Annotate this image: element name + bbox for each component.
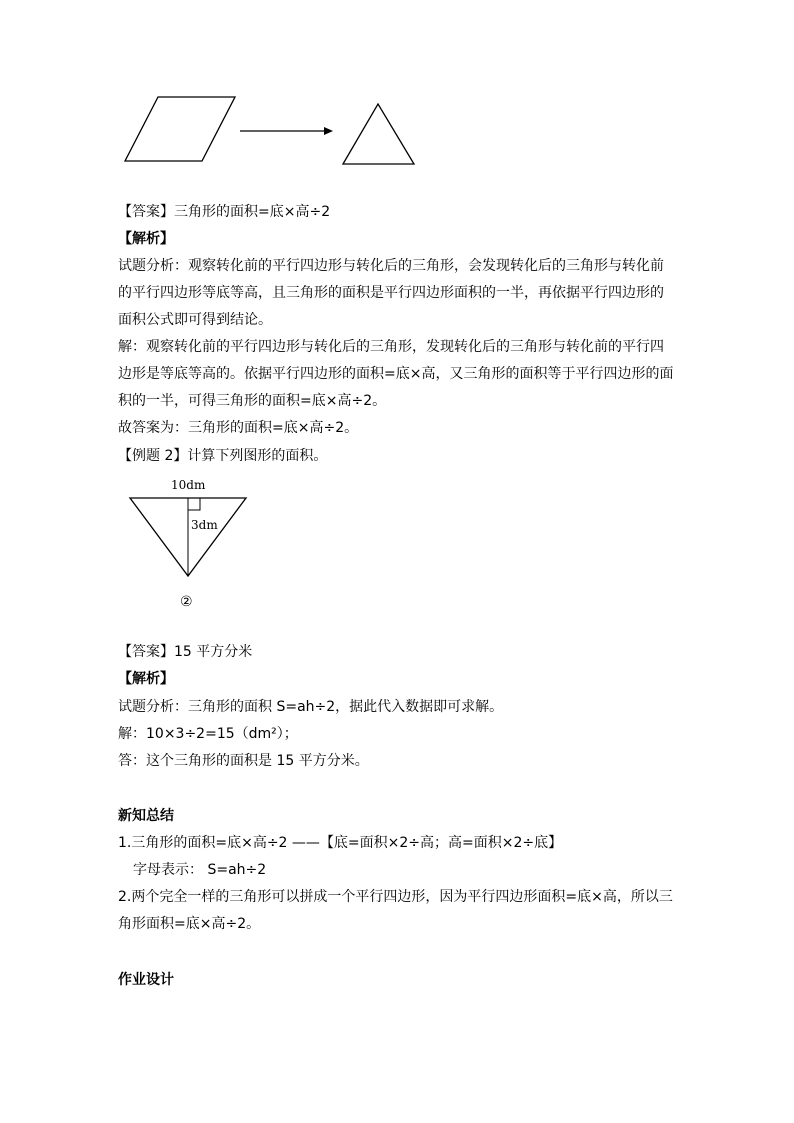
ex2-title: 【例题 2】计算下列图形的面积。 [118, 448, 328, 464]
summary-item-1: 1.三角形的面积=底×高÷2 ——【底=面积×2÷高；高=面积×2÷底】 [118, 835, 563, 851]
ex1-analysis-line-1: 试题分析：观察转化前的平行四边形与转化后的三角形，会发现转化后的三角形与转化前 [118, 258, 664, 274]
ex2-solution: 解：10×3÷2=15（dm²）； [118, 726, 298, 742]
arrow-head [324, 127, 333, 135]
summary-item-1-formula: 字母表示： S=ah÷2 [133, 862, 267, 878]
right-angle-mark [188, 498, 200, 510]
ex1-solution-line-1: 解：观察转化前的平行四边形与转化后的三角形，发现转化后的三角形与转化前的平行四 [118, 339, 664, 355]
ex2-reply: 答：这个三角形的面积是 15 平方分米。 [118, 753, 369, 769]
summary-item-2-line-1: 2.两个完全一样的三角形可以拼成一个平行四边形，因为平行四边形面积=底×高，所以三 [118, 889, 673, 905]
height-label: 3dm [191, 518, 218, 532]
ex1-analysis-heading: 【解析】 [118, 231, 174, 247]
homework-heading: 作业设计 [118, 972, 174, 988]
ex1-solution-line-3: 积的一半，可得三角形的面积=底×高÷2。 [118, 393, 387, 409]
ex2-answer: 【答案】15 平方分米 [118, 644, 253, 660]
ex2-analysis: 试题分析：三角形的面积 S=ah÷2，据此代入数据即可求解。 [118, 699, 504, 715]
figure-number: ② [180, 594, 193, 610]
summary-heading: 新知总结 [118, 808, 174, 824]
summary-item-2-line-2: 角形面积=底×高÷2。 [118, 916, 261, 932]
ex1-analysis-line-2: 的平行四边形等底等高，且三角形的面积是平行四边形面积的一半，再依据平行四边形的 [118, 285, 664, 301]
ex1-analysis-line-3: 面积公式即可得到结论。 [118, 312, 272, 328]
ex1-final-answer: 故答案为：三角形的面积=底×高÷2。 [118, 420, 359, 436]
ex1-solution-line-2: 边形是等底等高的。依据平行四边形的面积=底×高，又三角形的面积等于平行四边形的面 [118, 366, 674, 382]
parallelogram-shape [125, 97, 235, 161]
base-label: 10dm [171, 478, 206, 492]
figure-triangle-2 [0, 470, 794, 610]
figure-parallelogram-to-triangle [0, 0, 794, 200]
ex2-analysis-heading: 【解析】 [118, 671, 174, 687]
triangle-shape [343, 104, 414, 164]
ex1-answer: 【答案】三角形的面积=底×高÷2 [118, 204, 331, 220]
